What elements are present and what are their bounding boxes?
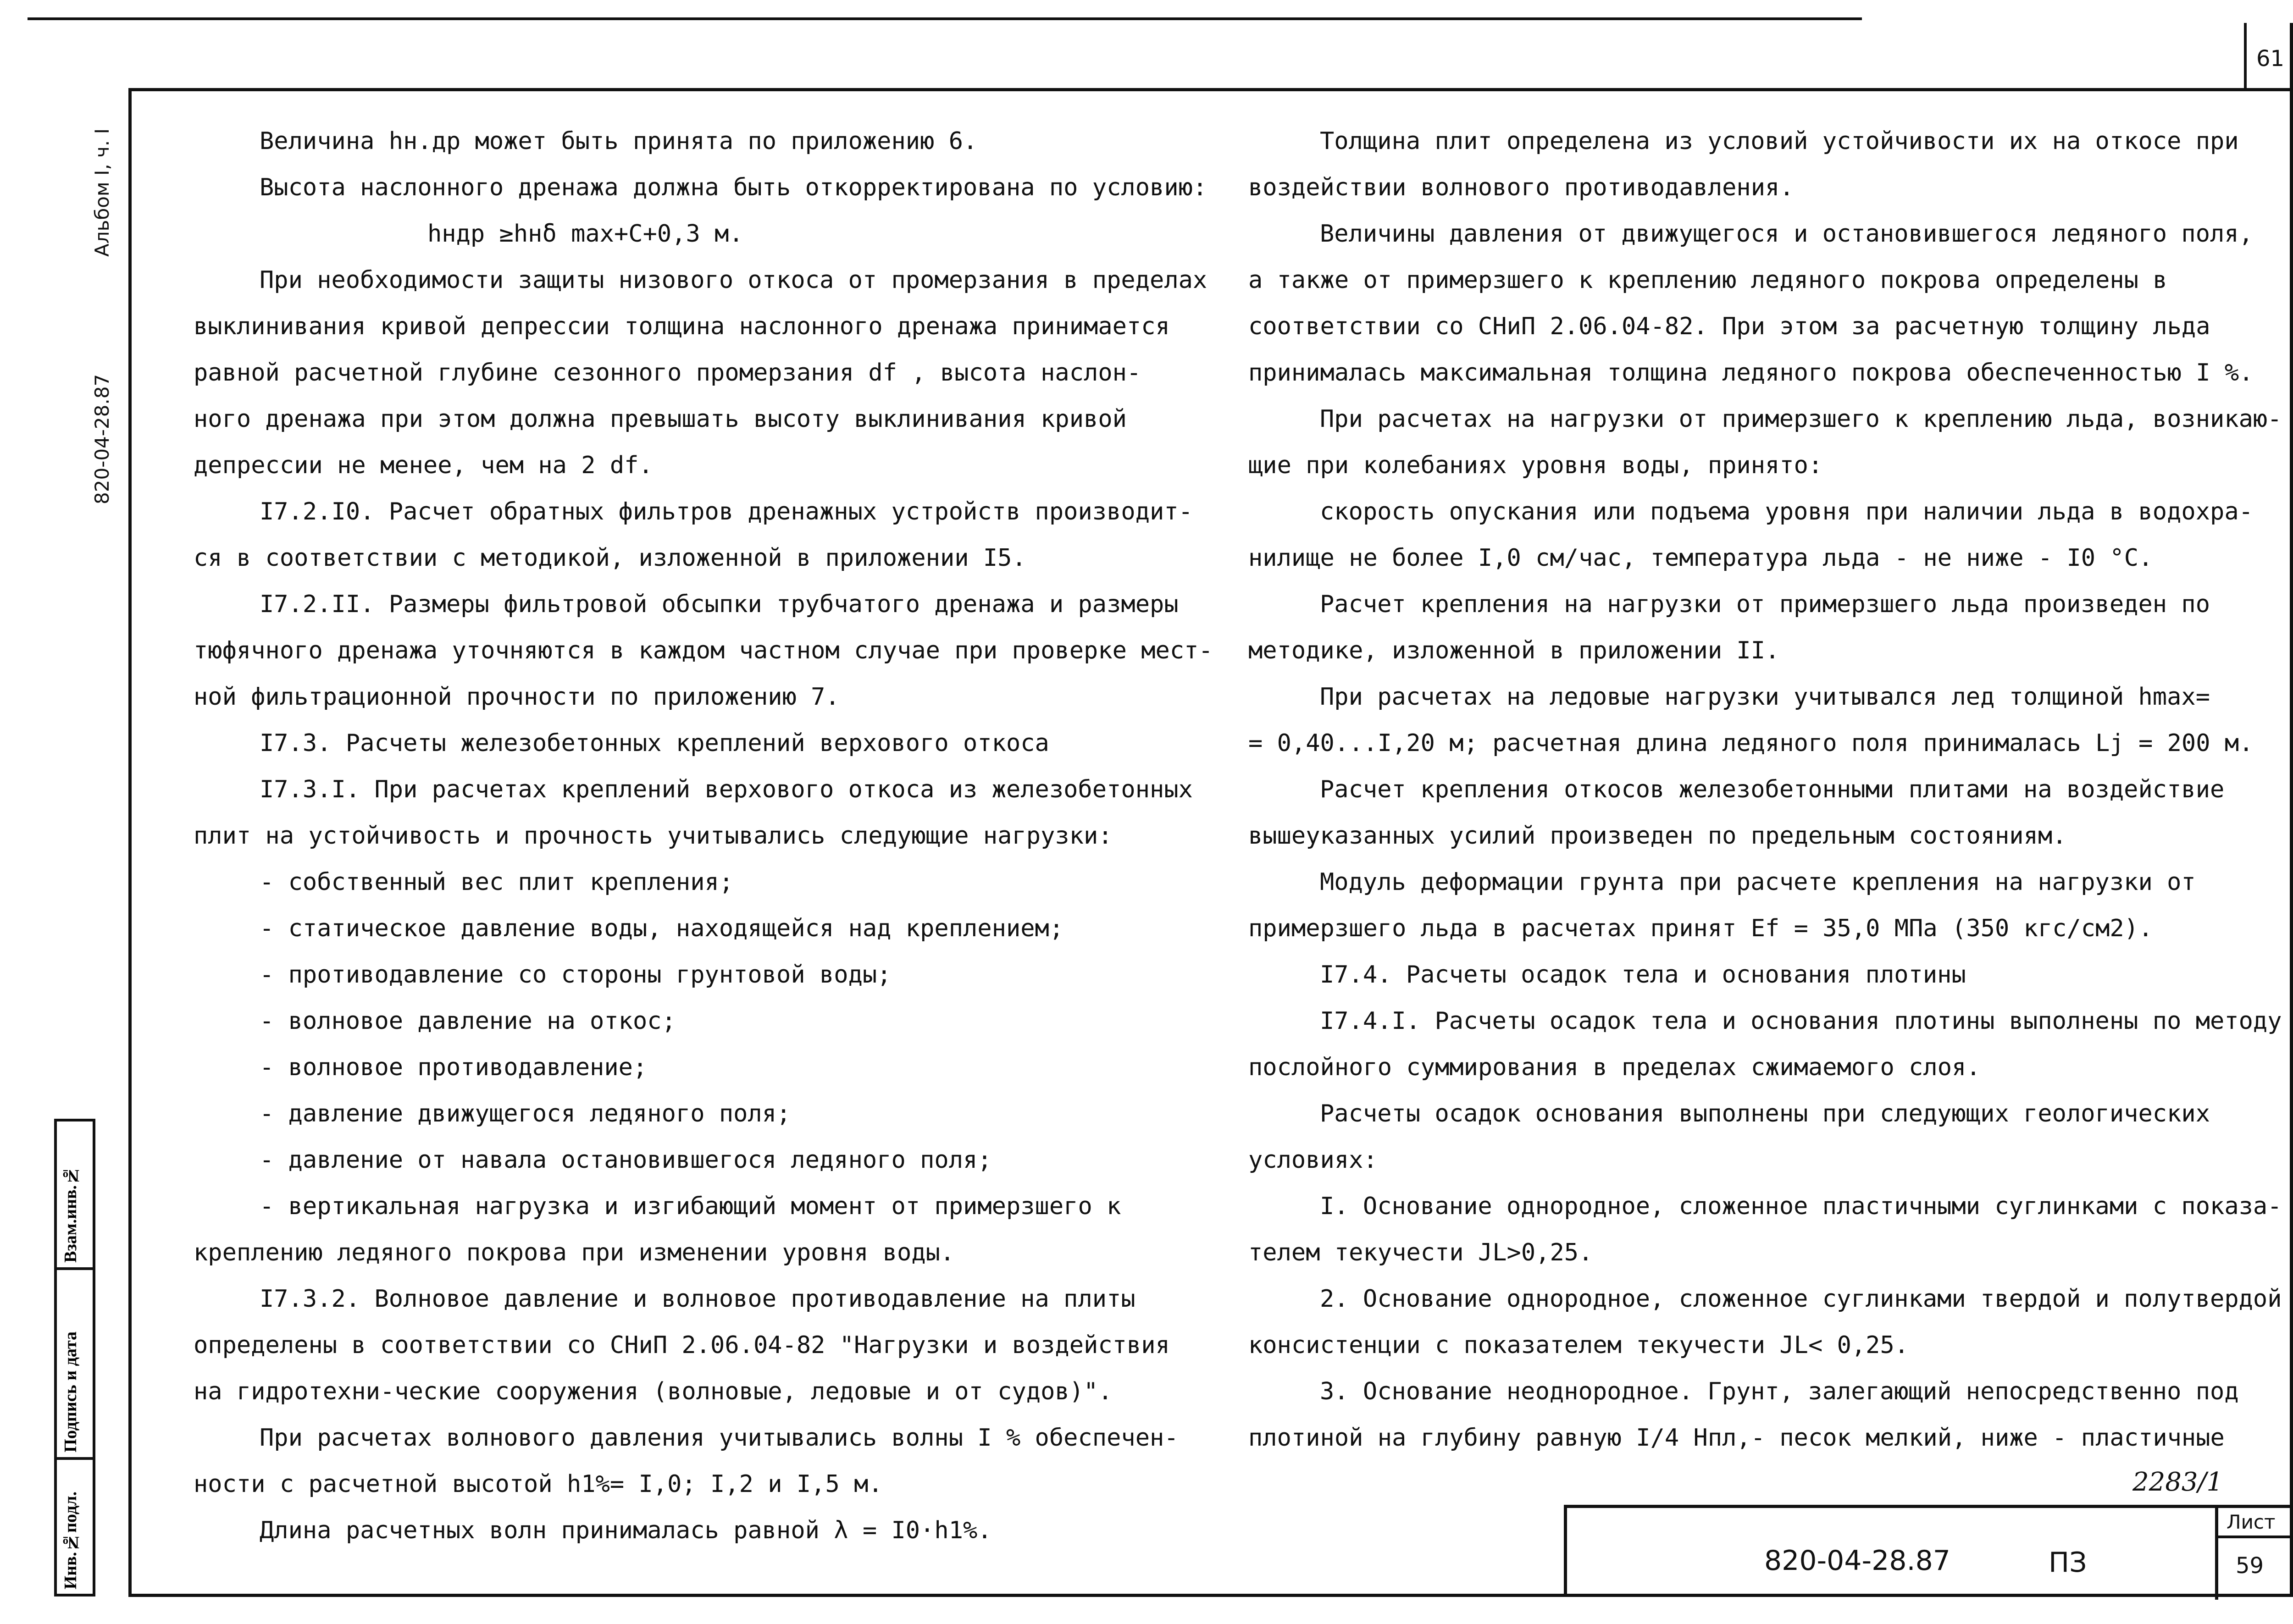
text-line: телем текучести JL>0,25. <box>1248 1239 1593 1266</box>
text-line: Величина hн.др может быть принята по приложению 6. <box>260 127 978 155</box>
top-border-line <box>28 17 1862 20</box>
stamp-replacement-inventory <box>54 1119 95 1270</box>
text-line: депрессии не менее, чем на 2 df. <box>194 452 653 479</box>
stamp-signature-date <box>54 1267 95 1460</box>
page-number-separator <box>2244 23 2247 91</box>
text-line: При необходимости защиты низового откоса от промерзания в пределах <box>260 266 1207 294</box>
right-column <box>1248 118 2282 1461</box>
text-line: условиях: <box>1248 1146 1378 1174</box>
text-line: принималась максимальная толщина ледяного покрова обеспеченностью I %. <box>1248 359 2254 387</box>
text-line: I7.4. Расчеты осадок тела и основания плотины <box>1320 961 1966 989</box>
title-section: ПЗ <box>2049 1547 2087 1579</box>
text-line: тюфячного дренажа уточняются в каждом частном случае при проверке мест- <box>194 637 1213 664</box>
text-line: послойного суммирования в пределах сжимаемого слоя. <box>1248 1054 1981 1081</box>
list-item: - противодавление со стороны грунтовой воды; <box>260 961 892 989</box>
side-doc-code: 820-04-28.87 <box>91 374 113 504</box>
text-line: Расчет крепления на нагрузки от примерзшего льда произведен по <box>1320 591 2210 618</box>
text-line: = 0,40...I,20 м; расчетная длина ледяного поля принималась Lj = 200 м. <box>1248 729 2254 757</box>
text-line: примерзшего льда в расчетах принят Ef = 35,0 МПа (350 кгс/см2). <box>1248 915 2153 942</box>
text-line: скорость опускания или подъема уровня при наличии льда в водохра- <box>1320 498 2253 525</box>
order-number: 2283/1 <box>2132 1467 2223 1497</box>
text-line: нилище не более I,0 см/час, температура льда - не ниже - I0 °C. <box>1248 544 2153 572</box>
frame-left-line <box>128 88 132 1596</box>
text-line: Длина расчетных волн принималась равной λ = I0·h1%. <box>260 1517 992 1544</box>
text-line: I7.3.2. Волновое давление и волновое противодавление на плиты <box>260 1285 1135 1313</box>
stamp-inventory-label: Инв.№подл. <box>61 1491 80 1589</box>
text-line: I7.3.I. При расчетах креплений верхового откоса из железобетонных <box>260 776 1193 803</box>
text-line: а также от примерзшего к креплению ледяного покрова определены в <box>1248 266 2167 294</box>
text-line: 2. Основание однородное, сложенное суглинками твердой и полутвердой <box>1320 1285 2282 1313</box>
text-line: ного дренажа при этом должна превышать высоту выклинивания кривой <box>194 405 1127 433</box>
text-line: При расчетах на ледовые нагрузки учитывался лед толщиной hmax= <box>1320 683 2210 711</box>
text-line: Расчеты осадок основания выполнены при следующих геологических <box>1320 1100 2210 1127</box>
text-line: плотиной на глубину равную I/4 Hпл,- песок мелкий, ниже - пластичные <box>1248 1424 2225 1452</box>
text-line: ной фильтрационной прочности по приложению 7. <box>194 683 840 711</box>
text-line: щие при колебаниях уровня воды, принято: <box>1248 452 1823 479</box>
text-line: креплению ледяного покрова при изменении уровня воды. <box>194 1239 955 1266</box>
text-line: Толщина плит определена из условий устойчивости их на откосе при <box>1320 127 2239 155</box>
text-line: Высота наслонного дренажа должна быть откорректирована по условию: <box>260 174 1207 201</box>
text-line: При расчетах на нагрузки от примерзшего к креплению льда, возникаю- <box>1320 405 2282 433</box>
text-line: ности с расчетной высотой h1%= I,0; I,2 и I,5 м. <box>194 1470 883 1498</box>
formula-line: hндр ≥hнδ max+C+0,3 м. <box>427 220 743 248</box>
page-number: 61 <box>2256 46 2285 72</box>
list-item: - давление движущегося ледяного поля; <box>260 1100 791 1127</box>
list-item: - давление от навала остановившегося ледяного поля; <box>260 1146 992 1174</box>
album-label: Альбом I, ч. I <box>91 128 113 257</box>
text-line: воздействии волнового противодавления. <box>1248 174 1794 201</box>
stamp-signature-label: Подпись и дата <box>61 1331 80 1453</box>
text-line: 3. Основание неоднородное. Грунт, залегающий непосредственно под <box>1320 1378 2239 1405</box>
text-line: выклинивания кривой депрессии толщина наслонного дренажа принимается <box>194 313 1170 340</box>
text-line: I7.3. Расчеты железобетонных креплений верхового откоса <box>260 729 1049 757</box>
text-line: I7.2.II. Размеры фильтровой обсыпки трубчатого дренажа и размеры <box>260 591 1179 618</box>
text-line: При расчетах волнового давления учитывались волны I % обеспечен- <box>260 1424 1179 1452</box>
text-line: соответствии со СНиП 2.06.04-82. При этом за расчетную толщину льда <box>1248 313 2210 340</box>
sheet-number: 59 <box>2236 1553 2264 1579</box>
text-line: I7.4.I. Расчеты осадок тела и основания плотины выполнены по методу <box>1320 1007 2282 1035</box>
text-line: методике, изложенной в приложении II. <box>1248 637 1780 664</box>
text-line: Расчет крепления откосов железобетонными плитами на воздействие <box>1320 776 2225 803</box>
list-item: - собственный вес плит крепления; <box>260 868 734 896</box>
frame-right-line <box>2290 23 2293 1596</box>
list-item: - волновое давление на откос; <box>260 1007 676 1035</box>
title-block <box>1564 1505 2293 1596</box>
text-line: I. Основание однородное, сложенное пластичными суглинками с показа- <box>1320 1193 2282 1220</box>
text-line: ся в соответствии с методикой, изложенной в приложении I5. <box>194 544 1026 572</box>
stamp-replacement-label: Взам.инв.№ <box>61 1166 80 1263</box>
sheet-box <box>2215 1508 2293 1600</box>
text-line: определены в соответствии со СНиП 2.06.04-82 "Нагрузки и воздействия <box>194 1331 1170 1359</box>
left-column <box>194 118 1213 1554</box>
sheet-label-divider <box>2218 1536 2293 1538</box>
text-line: I7.2.I0. Расчет обратных фильтров дренажных устройств производит- <box>260 498 1193 525</box>
list-item: - волновое противодавление; <box>260 1054 648 1081</box>
list-item: - статическое давление воды, находящейся над креплением; <box>260 915 1064 942</box>
text-line: консистенции с показателем текучести JL< 0,25. <box>1248 1331 1909 1359</box>
text-line: Величины давления от движущегося и остановившегося ледяного поля, <box>1320 220 2253 248</box>
frame-top-line <box>128 88 2293 91</box>
title-doc-code: 820-04-28.87 <box>1764 1545 1950 1577</box>
sheet-label: Лист <box>2227 1511 2276 1533</box>
text-line: Модуль деформации грунта при расчете крепления на нагрузки от <box>1320 868 2196 896</box>
text-line: вышеуказанных усилий произведен по предельным состояниям. <box>1248 822 2067 850</box>
text-line: на гидротехни-ческие сооружения (волновые, ледовые и от судов)". <box>194 1378 1113 1405</box>
list-item: - вертикальная нагрузка и изгибающий момент от примерзшего к <box>260 1193 1121 1220</box>
stamp-inventory-original <box>54 1457 95 1596</box>
text-line: равной расчетной глубине сезонного промерзания df , высота наслон- <box>194 359 1141 387</box>
text-line: плит на устойчивость и прочность учитывались следующие нагрузки: <box>194 822 1113 850</box>
